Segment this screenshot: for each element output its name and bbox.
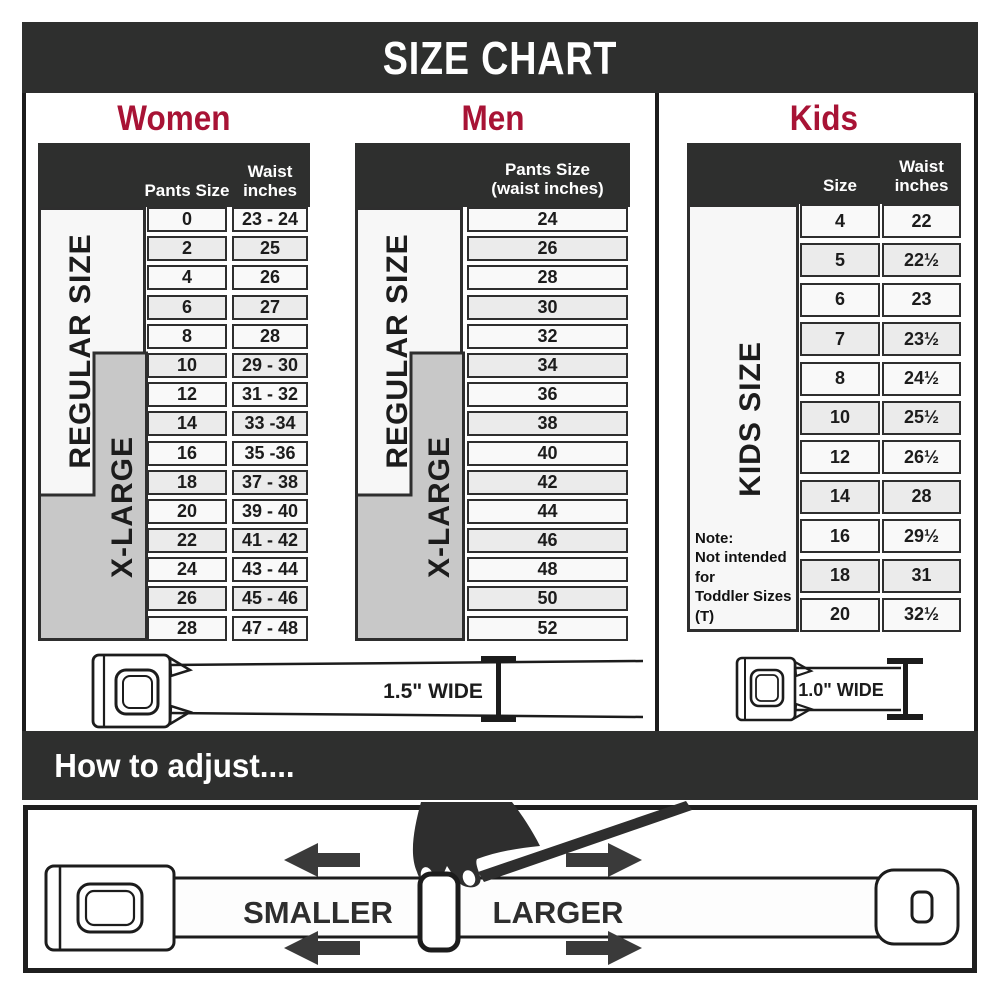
kids-waist-cell: 22 [882, 204, 961, 238]
women-pants-size-cell: 0 [147, 207, 227, 232]
men-size-cell: 42 [467, 470, 628, 495]
size-chart-banner [22, 22, 978, 93]
men-size-cell: 26 [467, 236, 628, 261]
women-pants-size-column [147, 207, 227, 641]
larger-label: LARGER [492, 895, 624, 930]
men-table-header [355, 143, 630, 207]
belt-tip-icon [876, 870, 958, 944]
women-pants-size-cell: 10 [147, 353, 227, 378]
kids-size-cell: 8 [800, 362, 880, 396]
women-pants-size-cell: 24 [147, 557, 227, 582]
kids-waist-cell: 23 [882, 283, 961, 317]
kids-waist-cell: 28 [882, 480, 961, 514]
men-size-cell: 36 [467, 382, 628, 407]
men-size-bands [355, 207, 465, 641]
kids-waist-cell: 24½ [882, 362, 961, 396]
women-table-body [38, 207, 310, 641]
women-regular-size-label: REGULAR SIZE [64, 233, 97, 469]
page-title: SIZE CHART [382, 31, 618, 84]
kids-size-cell: 7 [800, 322, 880, 356]
men-size-cell: 34 [467, 353, 628, 378]
kids-size-cell: 6 [800, 283, 880, 317]
women-waist-cell: 35 -36 [232, 441, 308, 466]
women-size-bands [38, 207, 148, 641]
kids-section-divider [655, 93, 659, 731]
frame-right-border [974, 93, 978, 731]
width-measure-icon [481, 656, 516, 722]
women-col-header-waist: Waist inches [243, 161, 297, 201]
women-pants-size-cell: 6 [147, 295, 227, 320]
kids-size-cell: 20 [800, 598, 880, 632]
women-waist-cell: 47 - 48 [232, 616, 308, 641]
kids-table-body [687, 204, 961, 632]
women-waist-cell: 26 [232, 265, 308, 290]
adult-belt-width-label: 1.5" WIDE [383, 680, 483, 703]
women-pants-size-cell: 4 [147, 265, 227, 290]
women-pants-size-cell: 8 [147, 324, 227, 349]
smaller-label: SMALLER [243, 895, 393, 930]
kids-waist-cell: 31 [882, 559, 961, 593]
men-size-cell: 28 [467, 265, 628, 290]
men-col-header-line2: (waist inches) [491, 179, 604, 199]
women-waist-cell: 29 - 30 [232, 353, 308, 378]
men-table-body [355, 207, 630, 641]
women-waist-cell: 33 -34 [232, 411, 308, 436]
adult-belt-illustration [38, 648, 650, 734]
women-pants-size-cell: 26 [147, 586, 227, 611]
women-waist-cell: 23 - 24 [232, 207, 308, 232]
kids-waist-cell: 32½ [882, 598, 961, 632]
women-pants-size-cell: 14 [147, 411, 227, 436]
women-waist-cell: 27 [232, 295, 308, 320]
women-waist-cell: 31 - 32 [232, 382, 308, 407]
kids-belt-illustration [687, 650, 967, 730]
kids-size-label: KIDS SIZE [734, 341, 767, 497]
women-x-large-label: X-LARGE [106, 436, 139, 578]
women-pants-size-cell: 18 [147, 470, 227, 495]
men-size-cell: 44 [467, 499, 628, 524]
women-waist-cell: 25 [232, 236, 308, 261]
kids-waist-cell: 29½ [882, 519, 961, 553]
kids-waist-column [882, 204, 961, 632]
seatbelt-buckle-icon [46, 866, 174, 950]
kids-col-header-size: Size [822, 176, 858, 196]
how-to-adjust-banner [22, 731, 978, 800]
women-waist-cell: 45 - 46 [232, 586, 308, 611]
women-pants-size-cell: 22 [147, 528, 227, 553]
women-pants-size-cell: 2 [147, 236, 227, 261]
kids-size-column [800, 204, 880, 632]
kids-size-cell: 5 [800, 243, 880, 277]
kids-note [695, 529, 799, 627]
kids-size-cell: 4 [800, 204, 880, 238]
kids-size-cell: 10 [800, 401, 880, 435]
adjust-illustration [28, 810, 972, 968]
men-heading: Men [461, 99, 524, 138]
men-size-cell: 46 [467, 528, 628, 553]
kids-table-header [687, 143, 961, 204]
arrow-left-top-icon [284, 843, 360, 877]
how-to-adjust-title: How to adjust.... [54, 746, 295, 784]
men-size-cell: 50 [467, 586, 628, 611]
women-pants-size-cell: 16 [147, 441, 227, 466]
men-col-header-line1: Pants Size [504, 159, 591, 179]
men-col-header [467, 160, 628, 199]
kids-size-cell: 16 [800, 519, 880, 553]
men-size-cell: 38 [467, 411, 628, 436]
women-waist-cell: 39 - 40 [232, 499, 308, 524]
kids-note-line2: Not intended for [695, 549, 787, 586]
kids-waist-cell: 26½ [882, 440, 961, 474]
men-x-large-label: X-LARGE [423, 436, 456, 578]
kids-size-cell: 14 [800, 480, 880, 514]
women-waist-cell: 41 - 42 [232, 528, 308, 553]
women-waist-column [232, 207, 308, 641]
women-waist-cell: 43 - 44 [232, 557, 308, 582]
adjust-illustration-box [23, 805, 977, 973]
women-waist-cell: 37 - 38 [232, 470, 308, 495]
belt-adjuster [420, 874, 458, 950]
men-size-cell: 52 [467, 616, 628, 641]
kids-waist-cell: 23½ [882, 322, 961, 356]
men-size-column [467, 207, 628, 641]
women-col-header-pants-size: Pants Size [144, 181, 230, 201]
women-pants-size-cell: 28 [147, 616, 227, 641]
kids-waist-cell: 22½ [882, 243, 961, 277]
women-pants-size-cell: 20 [147, 499, 227, 524]
kids-heading: Kids [789, 99, 859, 138]
women-pants-size-cell: 12 [147, 382, 227, 407]
kids-col-header-waist: Waist inches [894, 156, 949, 196]
kids-size-cell: 12 [800, 440, 880, 474]
men-size-cell: 30 [467, 295, 628, 320]
women-waist-cell: 28 [232, 324, 308, 349]
women-table-header [38, 143, 310, 207]
men-size-cell: 40 [467, 441, 628, 466]
kids-belt-width-label: 1.0" WIDE [798, 680, 884, 700]
kids-waist-cell: 25½ [882, 401, 961, 435]
men-size-cell: 32 [467, 324, 628, 349]
men-size-cell: 24 [467, 207, 628, 232]
kids-size-cell: 18 [800, 559, 880, 593]
kids-note-line1: Note: [695, 529, 734, 547]
men-regular-size-label: REGULAR SIZE [381, 233, 414, 469]
kids-note-line3: Toddler Sizes (T) [695, 588, 792, 625]
men-size-cell: 48 [467, 557, 628, 582]
women-heading: Women [117, 99, 231, 138]
frame-left-border [22, 93, 26, 731]
